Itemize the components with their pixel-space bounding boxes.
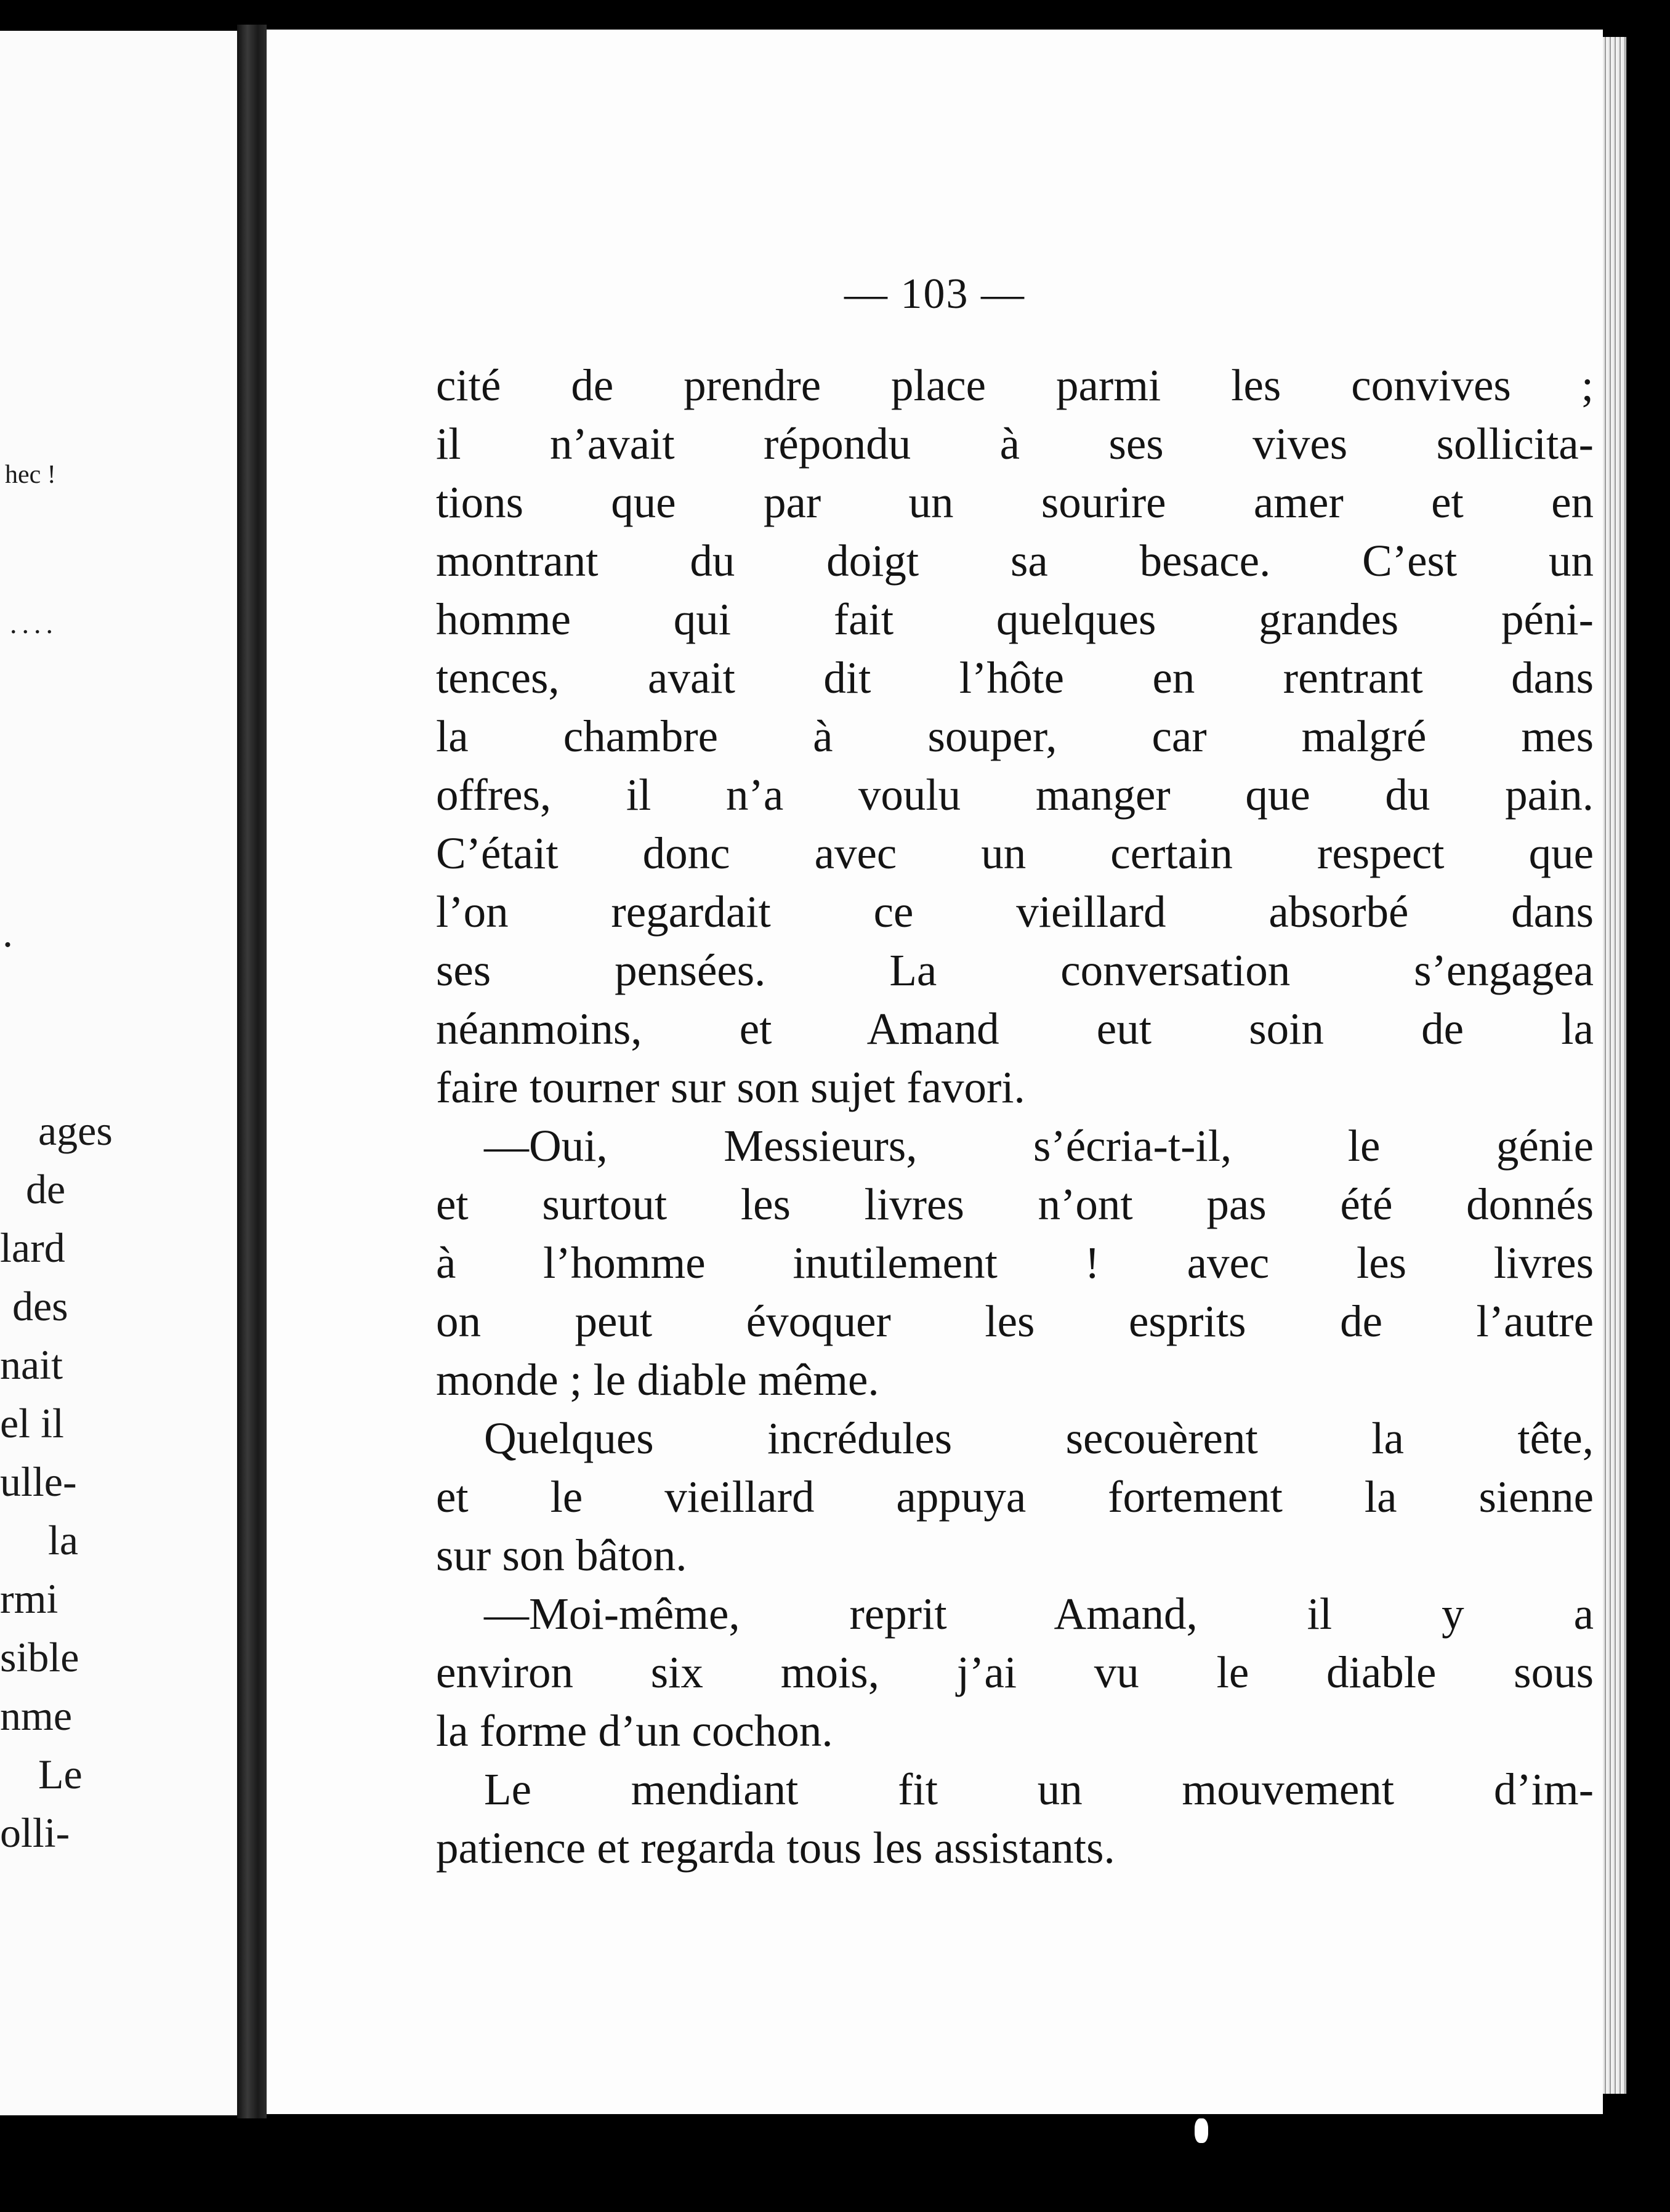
right-page: [267, 30, 1603, 2114]
left-fragment: de: [26, 1166, 66, 1213]
scan-speck: [1195, 2118, 1208, 2143]
left-fragment: olli-: [0, 1809, 70, 1856]
text-line: C’était donc avec un certain respect que: [436, 828, 1594, 878]
text-line: il n’avait répondu à ses vives sollicita-: [436, 419, 1594, 469]
text-line: faire tourner sur son sujet favori.: [436, 1062, 1025, 1112]
text-line: patience et regarda tous les assistants.: [436, 1823, 1115, 1873]
left-fragment: el il: [0, 1400, 64, 1447]
text-line: ses pensées. La conversation s’engagea: [436, 945, 1594, 995]
left-fragment: rmi: [0, 1575, 58, 1622]
text-line: à l’homme inutilement ! avec les livres: [436, 1238, 1594, 1288]
left-fragment: la: [48, 1517, 79, 1564]
text-line: on peut évoquer les esprits de l’autre: [436, 1296, 1594, 1346]
left-fragment: ages: [38, 1107, 113, 1154]
left-fragment: ulle-: [0, 1458, 77, 1505]
left-fragment: nait: [0, 1341, 63, 1388]
left-fragment: lard: [0, 1224, 65, 1271]
text-line: montrant du doigt sa besace. C’est un: [436, 536, 1594, 586]
text-line: Quelques incrédules secouèrent la tête,: [484, 1413, 1594, 1463]
left-fragment: .: [2, 909, 13, 956]
left-page: [0, 31, 237, 2115]
text-line: sur son bâton.: [436, 1530, 687, 1580]
text-line: néanmoins, et Amand eut soin de la: [436, 1004, 1594, 1054]
text-line: et le vieillard appuya fortement la sienne: [436, 1472, 1594, 1522]
left-fragment: hec !: [5, 461, 56, 489]
text-line: tions que par un sourire amer et en: [436, 477, 1594, 527]
text-line: homme qui fait quelques grandes péni-: [436, 594, 1594, 644]
text-line: tences, avait dit l’hôte en rentrant dans: [436, 653, 1594, 703]
left-fragment: Le: [38, 1751, 83, 1798]
page-edges: [1603, 37, 1626, 2094]
text-line: cité de prendre place parmi les convives ;: [436, 360, 1594, 410]
left-fragment: sible: [0, 1634, 79, 1681]
text-line: —Oui, Messieurs, s’écria-t-il, le génie: [484, 1121, 1594, 1171]
text-line: et surtout les livres n’ont pas été donnés: [436, 1179, 1594, 1229]
left-fragment: nme: [0, 1692, 73, 1739]
text-line: monde ; le diable même.: [436, 1355, 879, 1405]
text-line: la forme d’un cochon.: [436, 1706, 833, 1756]
book-gutter: [237, 25, 267, 2118]
text-line: —Moi-même, reprit Amand, il y a: [484, 1589, 1594, 1639]
page-number: — 103 —: [844, 270, 1025, 318]
left-fragment: ....: [10, 608, 58, 639]
body-text: [436, 356, 1594, 1877]
text-line: la chambre à souper, car malgré mes: [436, 711, 1594, 761]
text-line: offres, il n’a voulu manger que du pain.: [436, 770, 1594, 820]
left-fragment: des: [12, 1283, 68, 1330]
text-line: Le mendiant fit un mouvement d’im-: [484, 1764, 1594, 1814]
text-line: environ six mois, j’ai vu le diable sous: [436, 1647, 1594, 1697]
text-line: l’on regardait ce vieillard absorbé dans: [436, 887, 1594, 937]
